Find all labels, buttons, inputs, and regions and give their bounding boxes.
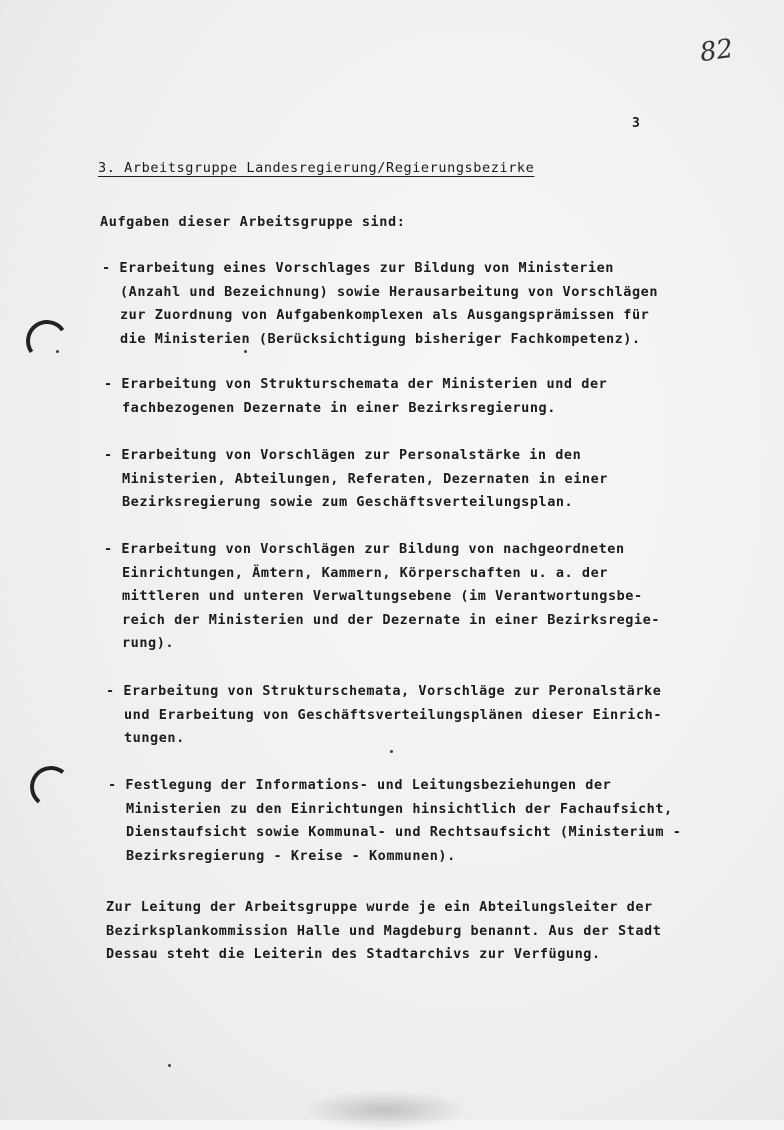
list-item-line: - Erarbeitung von Strukturschemata, Vorschläge zur Peronalstärke [106, 683, 662, 699]
list-item-line: - Erarbeitung von Strukturschemata der Ministerien und der [104, 376, 608, 392]
list-item-line: - Erarbeitung von Vorschlägen zur Bildung von nachgeordneten [104, 541, 625, 557]
scan-speck [56, 350, 59, 353]
list-item-line: - Erarbeitung eines Vorschlages zur Bildung von Ministerien [102, 260, 614, 276]
closing-line: Zur Leitung der Arbeitsgruppe wurde je ein Abteilungsleiter der [106, 899, 653, 915]
scan-speck [168, 1064, 171, 1067]
closing-line: Bezirksplankommission Halle und Magdeburg benannt. Aus der Stadt [106, 922, 662, 939]
punch-hole-mark [23, 317, 72, 366]
list-item-line: (Anzahl und Bezeichnung) sowie Herausarbeitung von Vorschlägen [120, 283, 659, 300]
list-item [106, 680, 662, 751]
list-item-line: reich der Ministerien und der Dezernate in einer Bezirksregie- [122, 611, 661, 628]
list-item [102, 257, 658, 351]
list-item-line: fachbezogenen Dezernate in einer Bezirksregierung. [122, 399, 556, 416]
scan-smudge [300, 1090, 470, 1130]
list-item-line: Bezirksregierung - Kreise - Kommunen). [126, 847, 456, 864]
list-item-line: Bezirksregierung sowie zum Geschäftsverteilungsplan. [122, 494, 574, 510]
closing-paragraph [106, 896, 661, 967]
page-number: 3 [632, 116, 640, 131]
handwritten-page-number: 82 [698, 33, 736, 69]
list-item-line: - Festlegung der Informations- und Leitungsbeziehungen der [108, 777, 612, 793]
scan-speck [390, 750, 393, 753]
list-item-line: mittleren und unteren Verwaltungsebene (im Verantwortungsbe- [122, 588, 643, 604]
list-item [108, 774, 681, 868]
intro-text: Aufgaben dieser Arbeitsgruppe sind: [100, 214, 406, 230]
list-item-line: Ministerien zu den Einrichtungen hinsichtlich der Fachaufsicht, [126, 800, 673, 817]
list-item-line: Dienstaufsicht sowie Kommunal- und Rechtsaufsicht (Ministerium - [126, 824, 682, 840]
list-item-line: und Erarbeitung von Geschäftsverteilungsplänen dieser Einrich- [124, 706, 663, 723]
scan-speck [244, 350, 247, 353]
closing-line: Dessau steht die Leiterin des Stadtarchivs zur Verfügung. [106, 946, 601, 962]
list-item [104, 538, 660, 656]
list-item-line: rung). [122, 635, 175, 651]
list-item [104, 444, 608, 515]
section-heading: 3. Arbeitsgruppe Landesregierung/Regierungsbezirke [98, 160, 535, 176]
list-item-line: die Ministerien (Berücksichtigung bisheriger Fachkompetenz). [120, 330, 641, 347]
list-item-line: Ministerien, Abteilungen, Referaten, Dezernaten in einer [122, 470, 608, 487]
list-item-line: - Erarbeitung von Vorschlägen zur Personalstärke in den [104, 447, 582, 463]
list-item-line: zur Zuordnung von Aufgabenkomplexen als Ausgangsprämissen für [120, 307, 650, 323]
list-item-line: Einrichtungen, Ämtern, Kammern, Körperschaften u. a. der [122, 564, 608, 581]
list-item-line: tungen. [124, 730, 185, 746]
list-item [104, 373, 607, 420]
punch-hole-mark [28, 764, 74, 810]
